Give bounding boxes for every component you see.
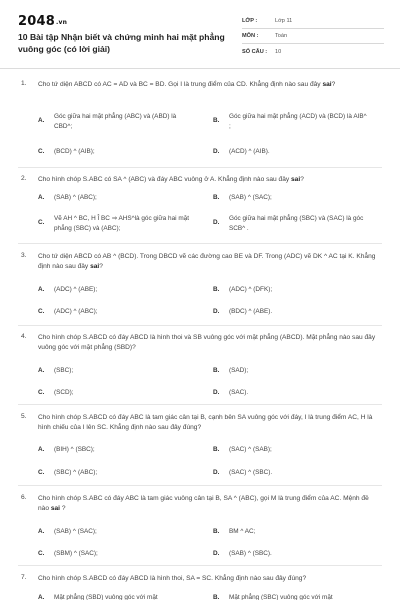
meta-value: 10 (275, 48, 282, 55)
question-number: 2. (21, 175, 27, 182)
question-text: Cho tứ diện ABCD có AB ^ (BCD). Trong DBCD vẽ các đường cao BE và DF. Trong (ADC) vẽ DK ^ AC tại K. Khẳng định nào sau đây sai? (38, 253, 376, 270)
question-number: 1. (21, 80, 27, 87)
site-logo[interactable] (18, 14, 67, 29)
question-divider (18, 565, 382, 566)
question-text: Cho hình chóp S.ABCD có đáy ABCD là hình thoi và SB vuông góc với mặt phẳng (ABCD). Mặt phẳng nào sau đây vuông góc với mặt phẳng (SBD)? (38, 334, 376, 351)
question-number: 5. (21, 413, 27, 420)
question-divider (18, 325, 382, 326)
meta-label: MÔN : (242, 33, 259, 39)
meta-row-count (242, 44, 384, 59)
question-divider (18, 167, 382, 168)
question-divider (18, 404, 382, 405)
document-title: 10 Bài tập Nhận biết và chứng minh hai mặt phẳng vuông góc (có lời giải) (18, 32, 225, 54)
worksheet-header (18, 14, 384, 62)
meta-row-grade (242, 14, 384, 29)
question-text: Cho hình chóp S.ABCD có đáy ABCD là hình thoi, SA = SC. Khẳng định nào sau đây đúng? (38, 575, 307, 582)
meta-label: SỐ CÂU : (242, 48, 268, 55)
meta-row-subject (242, 29, 384, 44)
question-number: 6. (21, 494, 27, 501)
question-divider (18, 243, 382, 244)
meta-label: LỚP : (242, 18, 258, 24)
question-text: Cho hình chóp S.ABC có SA ^ (ABC) và đáy ABC vuông ở A. Khẳng định nào sau đây sai? (38, 176, 304, 183)
question-number: 3. (21, 252, 27, 259)
meta-value: Lớp 11 (275, 18, 293, 24)
question-number: 4. (21, 333, 27, 340)
question-text: Cho hình chóp S.ABC có đáy ABC là tam giác vuông cân tại B, SA ^ (ABC), gọi M là trung điểm của AC. Mệnh đề nào sai ? (38, 495, 369, 512)
question-text: Cho tứ diện ABCD có AC = AD và BC = BD. Gọi I là trung điểm của CD. Khẳng định nào sau đây sai? (38, 81, 336, 88)
question-divider (18, 485, 382, 486)
meta-table (242, 14, 384, 59)
question-text: Cho hình chóp S.ABCD có đáy ABC là tam giác cân tại B, cạnh bên SA vuông góc với đáy, I là trung điểm AC, H là hình chiếu của I lên SC. Khẳng định nào sau đây đúng? (38, 414, 373, 431)
logo-text: 2048 (18, 14, 55, 29)
meta-value: Toán (275, 33, 288, 39)
logo-suffix: .vn (55, 19, 68, 26)
worksheet-page: 2048.vn 10 Bài tập Nhận biết và chứng minh hai mặt phẳng vuông góc (có lời giải) LỚP : Lớp 11 MÔN : Toán SỐ CÂU : 10 1. Cho tứ diện ABCD có AC = AD và BC = BD. Gọi I là trung điểm của CD. Khẳng định nào sau đây sai? A. Góc giữa hai mặt phẳng (ABC) và (ABD) là CBD^; B. Góc giữa hai mặt phẳng (ACD) và (BCD) là AIB^ ; C. (BCD) ^ (AIB); D. (ACD) ^ (AIB). 2. Cho hình chóp S.ABC có SA ^ (ABC) và đáy ABC vuông ở A. Khẳng định nào sau đây sai? A. (SAB) ^ (ABC); B. (SAB) ^ (SAC); C. Vẽ AH ^ BC, H Î BC ⇒ AHS^là góc giữa hai mặt phẳng (SBC) và (ABC); D. Góc giữa hai mặt phẳng (SBC) và (SAC) là góc SCB^ . 3. Cho tứ diện ABCD có AB ^ (BCD). Trong DBCD vẽ các đường cao BE và DF. Trong (ADC) vẽ DK ^ AC tại K. Khẳng định nào sau đây sai? A. (ADC) ^ (ABE); B. (ADC) ^ (DFK); C. (ADC) ^ (ABC); D. (BDC) ^ (ABE). 4. Cho hình chóp S.ABCD có đáy ABCD là hình thoi và SB vuông góc với mặt phẳng (ABCD). Mặt phẳng nào sau đây vuông góc với mặt phẳng (SBD)? A. (SBC); B. (SAD); C. (SCD); D. (SAC). 5. Cho hình chóp S.ABCD có đáy ABC là tam giác cân tại B, cạnh bên SA vuông góc với đáy, I là trung điểm AC, H là hình chiếu của I lên SC. Khẳng định nào sau đây đúng? A. (BIH) ^ (SBC); B. (SAC) ^ (SAB); C. (SBC) ^ (ABC); D. (SAC) ^ (SBC). 6. Cho hình chóp S.ABC có đáy ABC là tam giác vuông cân tại B, SA ^ (ABC), gọi M là trung điểm của AC. Mệnh đề nào sai ? A. (SAB) ^ (SAC); B. BM ^ AC; C. (SBM) ^ (SAC); D. (SAB) ^ (SBC). 7. Cho hình chóp S.ABCD có đáy ABCD là hình thoi, SA = SC. Khẳng định nào sau đây đúng? A. Mặt phẳng (SBD) vuông góc với mặt B. Mặt phẳng (SBC) vuông góc với mặt (0, 0, 400, 600)
header-divider (0, 68, 400, 69)
question-number: 7. (21, 574, 27, 581)
